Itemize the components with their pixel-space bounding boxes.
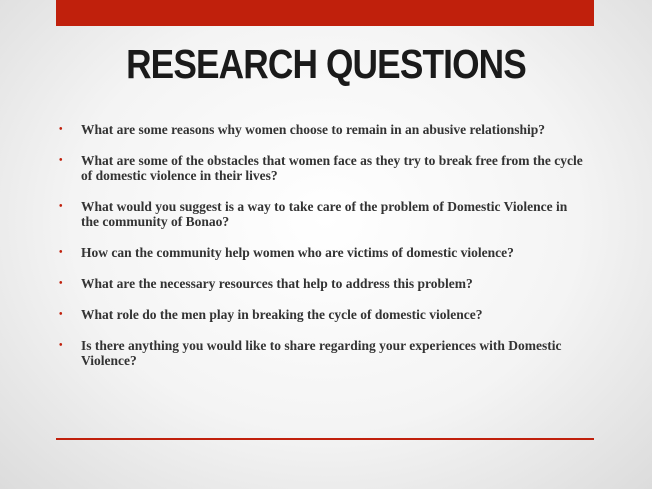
question-text: What are the necessary resources that help to address this problem? bbox=[81, 276, 473, 291]
question-text: Is there anything you would like to share regarding your experiences with Domestic Violence? bbox=[81, 338, 562, 368]
bullet-dot-icon: • bbox=[59, 309, 63, 320]
question-item bbox=[56, 245, 586, 260]
question-text: What are some reasons why women choose to remain in an abusive relationship? bbox=[81, 122, 546, 137]
question-text: What are some of the obstacles that women face as they try to break free from the cycle of domestic violence in their lives? bbox=[81, 153, 583, 183]
bottom-divider bbox=[56, 438, 594, 440]
question-text: What would you suggest is a way to take care of the problem of Domestic Violence in the community of Bonao? bbox=[81, 199, 568, 229]
question-list bbox=[56, 122, 586, 384]
question-text: How can the community help women who are victims of domestic violence? bbox=[81, 245, 514, 260]
top-accent-bar bbox=[56, 0, 594, 26]
question-item bbox=[56, 338, 586, 368]
bullet-dot-icon: • bbox=[59, 124, 63, 135]
question-item bbox=[56, 122, 586, 137]
bullet-dot-icon: • bbox=[59, 278, 63, 289]
bullet-dot-icon: • bbox=[59, 340, 63, 351]
bullet-dot-icon: • bbox=[59, 247, 63, 258]
question-item bbox=[56, 276, 586, 291]
slide-title: RESEARCH QUESTIONS bbox=[126, 41, 526, 87]
bullet-dot-icon: • bbox=[59, 155, 63, 166]
question-text: What role do the men play in breaking the cycle of domestic violence? bbox=[81, 307, 483, 322]
question-item bbox=[56, 153, 586, 183]
question-item bbox=[56, 199, 586, 229]
bullet-dot-icon: • bbox=[59, 201, 63, 212]
question-item bbox=[56, 307, 586, 322]
